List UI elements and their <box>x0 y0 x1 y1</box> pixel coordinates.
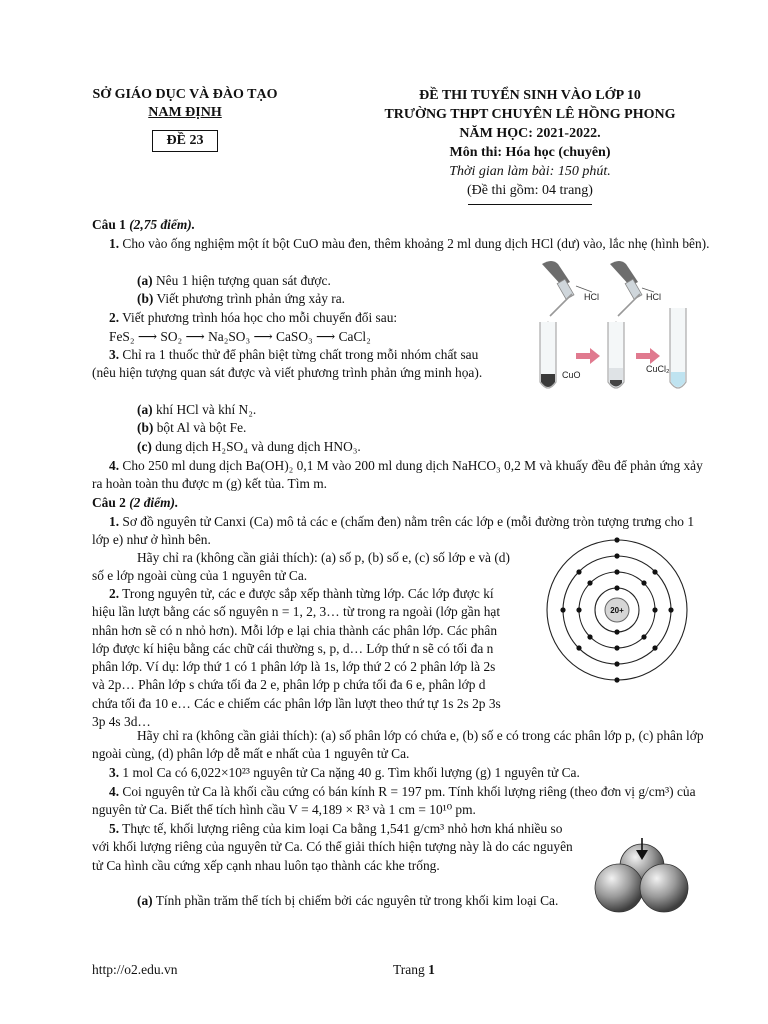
footer-url[interactable]: http://o2.edu.vn <box>92 962 178 977</box>
arrow-right-icon <box>576 348 600 364</box>
q1-part1 <box>92 235 710 253</box>
q2-part2-question: Hãy chỉ ra (không cần giải thích): (a) số phân lớp có chứa e, (b) số e có trong các phân lớp p, (c) phân lớp ngoài cùng, (d) phân lớp dễ mất e nhất của 1 nguyên tử Ca. <box>92 728 704 762</box>
q2-part4-text: Coi nguyên tử Ca là khối cầu cứng có bán kính R = 197 pm. Tính khối lượng riêng (theo đơn vị g/cm³) của nguyên tử Ca. Biết thể tích hình cầu V = 4,189 × R³ và 1 cm = 10¹⁰ pm. <box>92 784 696 818</box>
test-tube-3 <box>670 308 686 388</box>
dropper-icon <box>542 261 592 316</box>
header-right <box>350 86 710 205</box>
duration: Thời gian làm bài: 150 phút. <box>449 164 611 179</box>
q2-heading <box>92 494 712 512</box>
label-b: (b) <box>137 420 154 435</box>
hcl-label-1: HCl <box>584 292 599 302</box>
q1-part3a <box>92 401 547 419</box>
q1-part1a <box>92 272 547 290</box>
sphere-right <box>640 864 688 912</box>
packed-spheres-figure <box>594 836 690 916</box>
reaction-chain: FeS₂ ⟶ SO₂ ⟶ Na₂SO₃ ⟶ CaSO₃ ⟶ CaCl₂ <box>109 329 371 344</box>
label-c: (c) <box>137 439 152 454</box>
test-tube-figure <box>528 258 708 400</box>
test-tube-1 <box>540 322 556 388</box>
q1-part3b <box>92 419 547 437</box>
q1-part3c <box>92 438 547 456</box>
exam-code: ĐỀ 23 <box>152 130 219 152</box>
hcl-label-2: HCl <box>646 292 661 302</box>
q2-part5-text: Thực tế, khối lượng riêng của kim loại Ca bằng 1,541 g/cm³ nhỏ hơn khá nhiều so với khối lượng riêng của nguyên tử Ca. Có thể giải thích hiện tượng này là do các nguyên tử Ca hình cầu cứng xếp cạnh nhau luôn tạo thành các khe trống. <box>92 821 573 873</box>
q1-part1a-text: Nêu 1 hiện tượng quan sát được. <box>155 273 331 288</box>
q2-part3-number: 3. <box>109 765 120 780</box>
q1-part1b <box>92 290 547 308</box>
province-name: NAM ĐỊNH <box>148 105 222 120</box>
q1-part2-number: 2. <box>109 310 120 325</box>
q2-part1-text: Sơ đồ nguyên tử Canxi (Ca) mô tả các e (chấm đen) nằm trên các lớp e (mỗi đường tròn tượng trưng cho 1 lớp e) như ở hình bên. <box>92 514 695 548</box>
q1-part3 <box>92 346 500 383</box>
q2-part5a-text: Tính phần trăm thể tích bị chiếm bởi các nguyên tử trong khối kim loại Ca. <box>155 893 559 908</box>
q2-part2-number: 2. <box>109 586 120 601</box>
calcium-atom-diagram <box>538 536 696 686</box>
q1-part1-number: 1. <box>109 236 120 251</box>
q2-part4 <box>92 783 712 820</box>
header-left <box>60 86 310 152</box>
q1-part1b-text: Viết phương trình phản ứng xảy ra. <box>156 291 345 306</box>
school-name: TRƯỜNG THPT CHUYÊN LÊ HỒNG PHONG <box>384 107 676 122</box>
q1-part3c-text: dung dịch H₂SO₄ và dung dịch HNO₃. <box>155 439 361 454</box>
footer-page <box>393 962 435 978</box>
q1-part4-number: 4. <box>109 458 120 473</box>
q2-points: (2 điểm). <box>129 495 179 510</box>
q2-part4-number: 4. <box>109 784 120 799</box>
label-a: (a) <box>137 893 153 908</box>
q2-part1-question: Hãy chỉ ra (không cần giải thích): (a) số p, (b) số e, (c) số lớp e và (d) số e lớp ngoài cùng của 1 nguyên tử Ca. <box>92 550 510 584</box>
q2-part3-text: 1 mol Ca có 6,022×10²³ nguyên tử Ca nặng 40 g. Tìm khối lượng (g) 1 nguyên tử Ca. <box>122 765 580 780</box>
q1-part1-text: Cho vào ống nghiệm một ít bột CuO màu đen, thêm khoảng 2 ml dung dịch HCl (dư) vào, lắc nhẹ (hình bên). <box>122 236 710 251</box>
cuo-label: CuO <box>562 370 581 380</box>
label-a: (a) <box>137 402 153 417</box>
test-tube-2 <box>608 322 624 388</box>
q2-part5-number: 5. <box>109 821 120 836</box>
label-b: (b) <box>137 291 154 306</box>
q2-part3 <box>92 764 712 782</box>
q1-part3a-text: khí HCl và khí N₂. <box>155 402 257 417</box>
droplets <box>546 322 617 341</box>
q1-part3-number: 3. <box>109 347 120 362</box>
q1-part3b-text: bột Al và bột Fe. <box>156 420 247 435</box>
nucleus-label: 20+ <box>610 606 624 615</box>
q2-title: Câu 2 <box>92 495 126 510</box>
q1-part4 <box>92 457 710 494</box>
page-count: (Đề thi gồm: 04 trang) <box>467 183 593 198</box>
q2-part5 <box>92 820 580 875</box>
q1-heading <box>92 216 712 234</box>
dropper-icon <box>610 261 654 316</box>
q1-points: (2,75 điểm). <box>129 217 196 232</box>
department-name: SỞ GIÁO DỤC VÀ ĐÀO TẠO <box>92 87 278 102</box>
q1-title: Câu 1 <box>92 217 126 232</box>
q2-part1-number: 1. <box>109 514 120 529</box>
q1-part2 <box>92 309 512 327</box>
school-year: NĂM HỌC: 2021-2022. <box>459 126 601 141</box>
q2-part5a <box>92 892 582 910</box>
q1-part4-text: Cho 250 ml dung dịch Ba(OH)₂ 0,1 M vào 200 ml dung dịch NaHCO₃ 0,2 M và khuấy đều để phản ứng xảy ra hoàn toàn thu được m (g) kết tủa. Tìm m. <box>92 458 703 492</box>
subject: Môn thi: Hóa học (chuyên) <box>449 145 611 160</box>
q1-part3-text: Chỉ ra 1 thuốc thử để phân biệt từng chất trong mỗi nhóm chất sau (nêu hiện tượng quan sát được và viết phương trình phản ứng minh họa). <box>92 347 483 381</box>
label-a: (a) <box>137 273 153 288</box>
arrow-right-icon <box>636 348 660 364</box>
page-label: Trang <box>393 962 425 977</box>
q1-part2-text: Viết phương trình hóa học cho mỗi chuyển đổi sau: <box>122 310 398 325</box>
page-number: 1 <box>428 962 435 977</box>
cucl2-label: CuCl₂ <box>646 364 670 374</box>
q2-part2 <box>92 585 507 731</box>
exam-title: ĐỀ THI TUYỂN SINH VÀO LỚP 10 <box>419 88 641 103</box>
exam-code-box <box>60 122 310 152</box>
header-rule <box>468 204 592 205</box>
q2-part2-text: Trong nguyên tử, các e được sắp xếp thành từng lớp. Các lớp được kí hiệu lần lượt bằng các số nguyên n = 1, 2, 3… từ trong ra ngoài (lớp gần hạt nhân hơn sẽ có n nhỏ hơn). Mỗi lớp e lại chia thành các phân lớp. Các phân lớp được kí hiệu bằng các chữ cái thường s, p, d… Lớp thứ n sẽ có tối đa n phân lớp. Ví dụ: lớp thứ 1 có 1 phân lớp là 1s, lớp thứ 2 có 2 phân lớp là 2s và 2p… Phân lớp s chứa tối đa 2 e, phân lớp p chứa tối đa 6 e, phân lớp d chứa tối đa 10 e… Các e chiếm các phân lớp lần lượt theo thứ tự 1s 2s 2p 3s 3p 4s 3d… <box>92 586 501 730</box>
sphere-left <box>595 864 643 912</box>
